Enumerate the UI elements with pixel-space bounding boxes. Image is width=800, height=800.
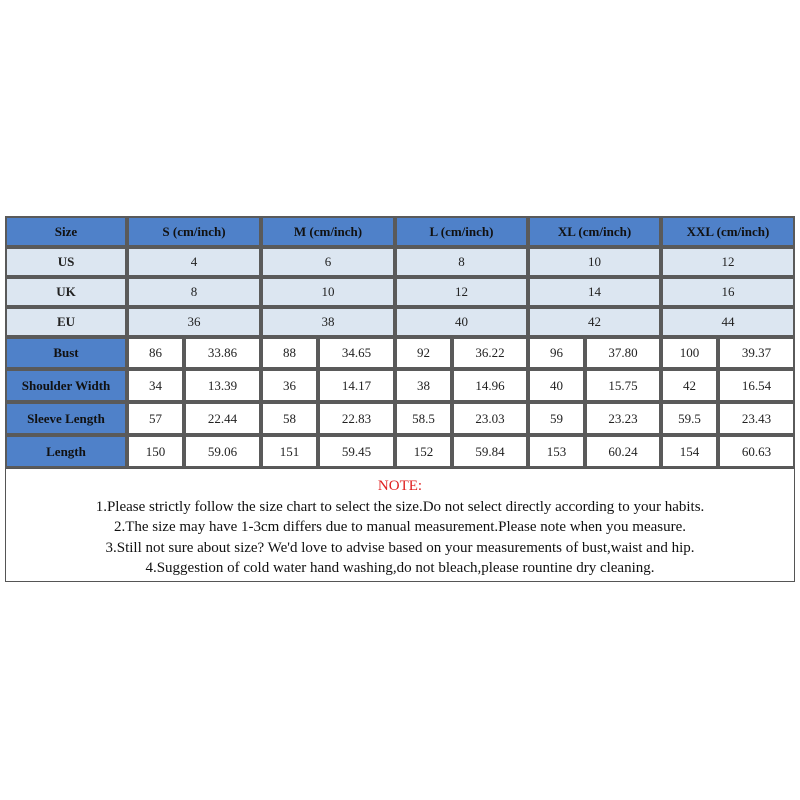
size-conversion-cell: 16: [661, 277, 795, 307]
measurement-inch-cell: 34.65: [318, 337, 395, 369]
size-conversion-cell: 38: [261, 307, 395, 337]
measurement-inch-cell: 16.54: [718, 369, 795, 402]
measurement-inch-cell: 33.86: [184, 337, 261, 369]
measurement-label: Bust: [5, 337, 127, 369]
measurement-cm-cell: 152: [395, 435, 452, 468]
measurement-label: Length: [5, 435, 127, 468]
measurement-inch-cell: 60.24: [585, 435, 661, 468]
measurement-cm-cell: 150: [127, 435, 184, 468]
measurement-cm-cell: 100: [661, 337, 718, 369]
header-size-column: L (cm/inch): [395, 216, 528, 247]
note-line: 2.The size may have 1-3cm differs due to manual measurement.Please note when you measure.: [113, 519, 687, 535]
measurement-cm-cell: 86: [127, 337, 184, 369]
row-label: UK: [5, 277, 127, 307]
measurement-cm-cell: 59: [528, 402, 585, 435]
size-conversion-cell: 36: [127, 307, 261, 337]
measurement-inch-cell: 23.23: [585, 402, 661, 435]
size-conversion-cell: 10: [261, 277, 395, 307]
measurement-cm-cell: 59.5: [661, 402, 718, 435]
size-conversion-cell: 12: [395, 277, 528, 307]
note-box: [5, 468, 795, 582]
measurement-inch-cell: 39.37: [718, 337, 795, 369]
header-size-column: S (cm/inch): [127, 216, 261, 247]
measurement-cm-cell: 38: [395, 369, 452, 402]
size-conversion-cell: 14: [528, 277, 661, 307]
measurement-cm-cell: 154: [661, 435, 718, 468]
note-line: 3.Still not sure about size? We'd love to advise based on your measurements of bust,waist and hip.: [105, 539, 695, 556]
measurement-cm-cell: 92: [395, 337, 452, 369]
measurement-cm-cell: 34: [127, 369, 184, 402]
measurement-inch-cell: 60.63: [718, 435, 795, 468]
note-title: NOTE:: [377, 478, 423, 494]
measurement-inch-cell: 59.06: [184, 435, 261, 468]
size-conversion-cell: 8: [127, 277, 261, 307]
measurement-cm-cell: 58.5: [395, 402, 452, 435]
measurement-cm-cell: 40: [528, 369, 585, 402]
measurement-cm-cell: 36: [261, 369, 318, 402]
measurement-inch-cell: 15.75: [585, 369, 661, 402]
size-conversion-cell: 12: [661, 247, 795, 277]
measurement-cm-cell: 58: [261, 402, 318, 435]
measurement-cm-cell: 96: [528, 337, 585, 369]
row-label: EU: [5, 307, 127, 337]
measurement-label: Shoulder Width: [5, 369, 127, 402]
size-conversion-cell: 42: [528, 307, 661, 337]
size-conversion-cell: 6: [261, 247, 395, 277]
header-size-column: XXL (cm/inch): [661, 216, 795, 247]
measurement-inch-cell: 23.03: [452, 402, 528, 435]
measurement-inch-cell: 36.22: [452, 337, 528, 369]
size-conversion-cell: 44: [661, 307, 795, 337]
note-line: 1.Please strictly follow the size chart to select the size.Do not select directly according to your habits.: [95, 498, 705, 515]
measurement-cm-cell: 42: [661, 369, 718, 402]
size-conversion-cell: 10: [528, 247, 661, 277]
header-size-label: Size: [5, 216, 127, 247]
measurement-inch-cell: 14.17: [318, 369, 395, 402]
size-conversion-cell: 40: [395, 307, 528, 337]
size-conversion-cell: 8: [395, 247, 528, 277]
header-size-column: XL (cm/inch): [528, 216, 661, 247]
measurement-inch-cell: 22.83: [318, 402, 395, 435]
measurement-inch-cell: 22.44: [184, 402, 261, 435]
header-size-column: M (cm/inch): [261, 216, 395, 247]
measurement-inch-cell: 59.45: [318, 435, 395, 468]
measurement-cm-cell: 151: [261, 435, 318, 468]
measurement-inch-cell: 13.39: [184, 369, 261, 402]
measurement-cm-cell: 153: [528, 435, 585, 468]
measurement-inch-cell: 23.43: [718, 402, 795, 435]
size-conversion-cell: 4: [127, 247, 261, 277]
measurement-inch-cell: 14.96: [452, 369, 528, 402]
note-line: 4.Suggestion of cold water hand washing,do not bleach,please rountine dry cleaning.: [145, 560, 655, 576]
measurement-label: Sleeve Length: [5, 402, 127, 435]
measurement-inch-cell: 37.80: [585, 337, 661, 369]
measurement-inch-cell: 59.84: [452, 435, 528, 468]
row-label: US: [5, 247, 127, 277]
measurement-cm-cell: 57: [127, 402, 184, 435]
measurement-cm-cell: 88: [261, 337, 318, 369]
